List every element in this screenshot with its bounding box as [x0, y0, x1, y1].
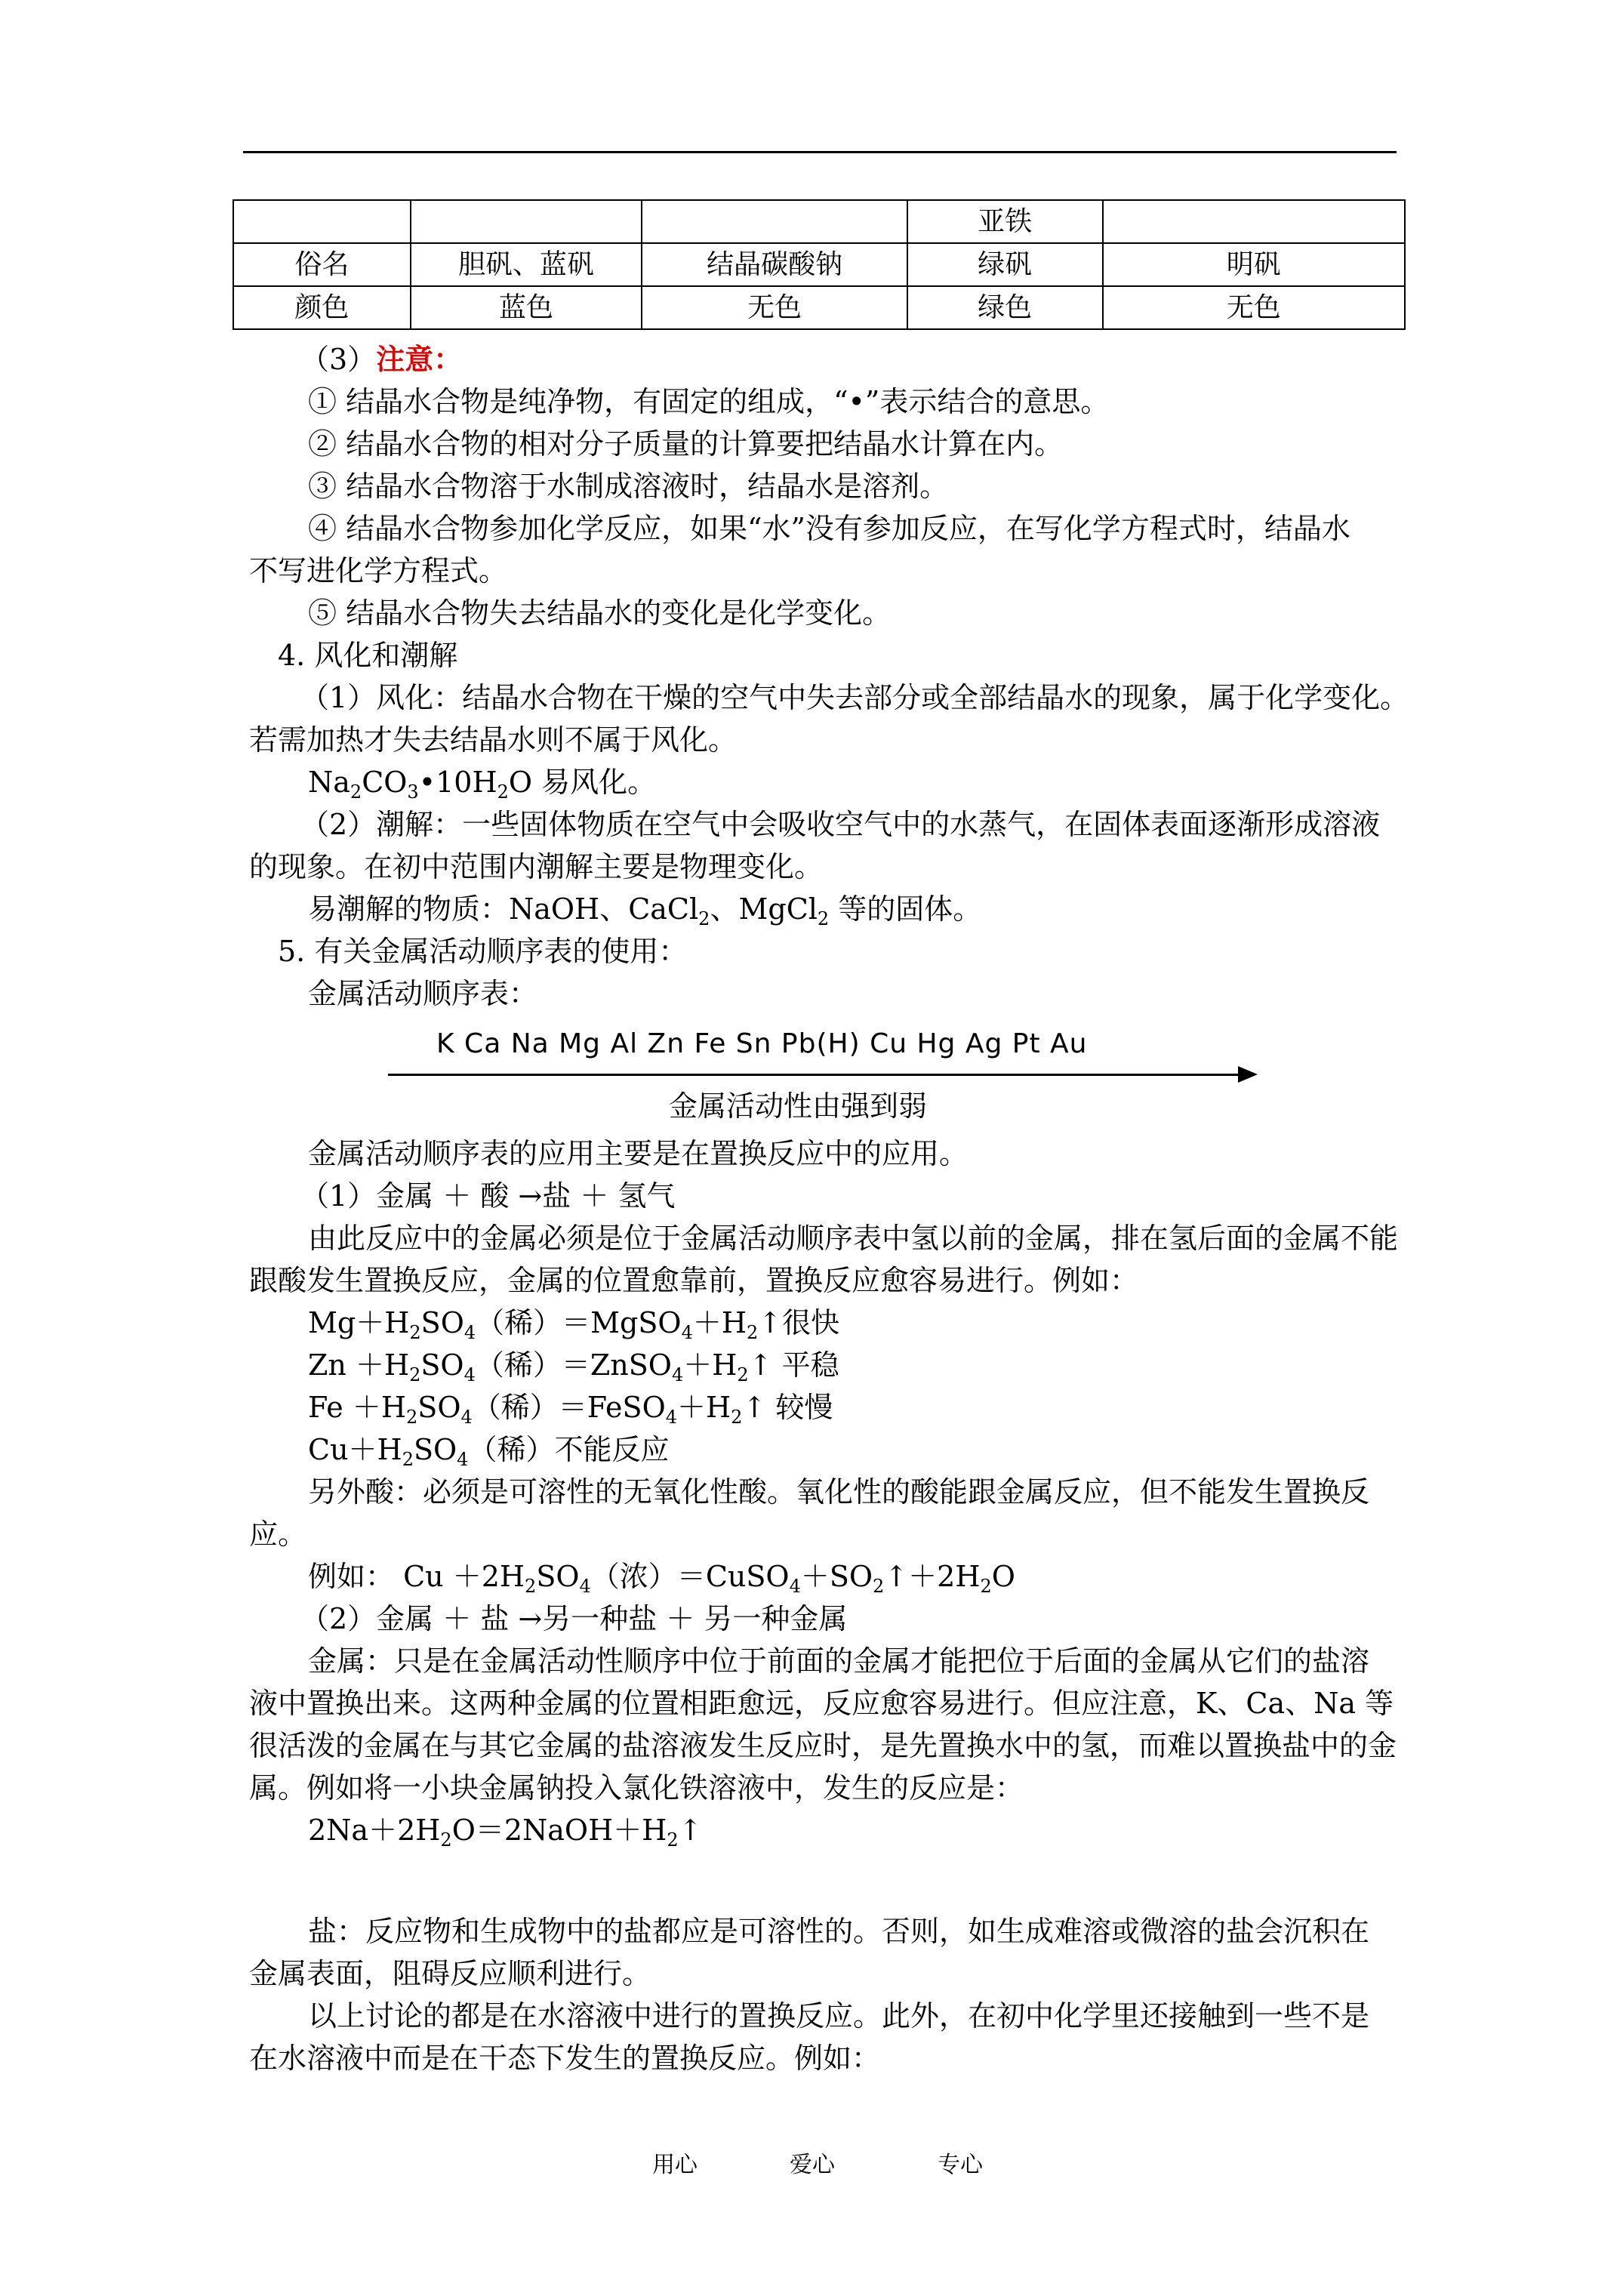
- footer-item: 爱心: [790, 2152, 835, 2178]
- paragraph-line: 金属活动顺序表的应用主要是在置换反应中的应用。: [308, 1137, 969, 1170]
- paragraph-line: 若需加热才失去结晶水则不属于风化。: [249, 723, 738, 757]
- examples-text: 、MgCl: [710, 892, 818, 926]
- note-item: 不写进化学方程式。: [249, 554, 508, 587]
- examples-text: 等的固体。: [838, 892, 982, 926]
- paragraph-line: 液中置换出来。这两种金属的位置相距愈远，反应愈容易进行。但应注意，K、Ca、Na 等: [249, 1687, 1394, 1720]
- table-cell: [1103, 200, 1405, 243]
- paragraph-line: （2）潮解：一些固体物质在空气中会吸收空气中的水蒸气，在固体表面逐渐形成溶液: [300, 808, 1381, 841]
- condition-text: （稀）: [476, 1306, 562, 1339]
- rule-line: （1）金属 ＋ 酸 →盐 ＋ 氢气: [300, 1179, 676, 1213]
- table-cell: [411, 200, 642, 243]
- metal-activity-series: K Ca Na Mg Al Zn Fe Sn Pb(H) Cu Hg Ag Pt Au: [436, 1028, 1088, 1059]
- table-cell: 无色: [642, 286, 907, 329]
- table-cell: 结晶碳酸钠: [642, 243, 907, 286]
- table-row: [233, 200, 1405, 243]
- paragraph-line: 盐：反应物和生成物中的盐都应是可溶性的。否则，如生成难溶或微溶的盐会沉积在: [308, 1915, 1370, 1948]
- paragraph-line: 在水溶液中而是在干态下发生的置换反应。例如：: [249, 2042, 881, 2075]
- footer-item: 专心: [938, 2152, 983, 2178]
- equation-line: $2Na+2H_2O=2NaOH+H_2↑$: [308, 1814, 703, 1851]
- note-item: ① 结晶水合物是纯净物，有固定的组成，“•”表示结合的意思。: [308, 385, 1110, 418]
- note-item: ② 结晶水合物的相对分子质量的计算要把结晶水计算在内。: [308, 427, 1064, 461]
- table-cell: 颜色: [233, 286, 411, 329]
- paragraph-line: 的现象。在初中范围内潮解主要是物理变化。: [249, 850, 824, 883]
- paragraph-line: 很活泼的金属在与其它金属的盐溶液发生反应时，是先置换水中的氢，而难以置换盐中的金: [249, 1729, 1397, 1762]
- table-cell: 胆矾、蓝矾: [411, 243, 642, 286]
- condition-text: （浓）: [590, 1560, 677, 1593]
- condition-text: （稀）: [468, 1433, 555, 1466]
- paragraph-line: 易潮解的物质：NaOH、CaCl$_2$、MgCl$_2$ 等的固体。: [308, 892, 982, 929]
- table-cell: 蓝色: [411, 286, 642, 329]
- equation-line: $Zn +H_2SO_4$（稀）$=ZnSO_4+H_2↑$ 平稳: [308, 1348, 839, 1385]
- rate-text: 平稳: [781, 1348, 839, 1382]
- rate-text: 不能反应: [554, 1433, 670, 1466]
- section-title: 5. 有关金属活动顺序表的使用：: [278, 935, 688, 968]
- paragraph-line: 金属：只是在金属活动性顺序中位于前面的金属才能把位于后面的金属从它们的盐溶: [308, 1644, 1370, 1678]
- paragraph-line: （1）风化：结晶水合物在干燥的空气中失去部分或全部结晶水的现象，属于化学变化。: [300, 681, 1409, 714]
- rule-line: （2）金属 ＋ 盐 →另一种盐 ＋ 另一种金属: [300, 1602, 848, 1635]
- example-label: 例如：: [308, 1560, 395, 1593]
- paragraph-line: 金属表面，阻碍反应顺利进行。: [249, 1957, 651, 1990]
- arrow-right-icon: [1238, 1066, 1258, 1083]
- notes-heading-text: 注意：: [376, 342, 463, 376]
- paragraph-line: 以上讨论的都是在水溶液中进行的置换反应。此外，在初中化学里还接触到一些不是: [308, 1999, 1370, 2032]
- notes-heading-number: （3）: [300, 343, 377, 376]
- examples-text: 易潮解的物质：NaOH、CaCl: [308, 892, 699, 926]
- footer-item: 用心: [652, 2152, 698, 2178]
- equation-line: $Cu+H_2SO_4$（稀）不能反应: [308, 1433, 670, 1470]
- table-cell: 明矾: [1103, 243, 1405, 286]
- paragraph-line: 金属活动顺序表：: [308, 977, 538, 1010]
- table-cell: [642, 200, 907, 243]
- condition-text: （稀）: [475, 1348, 562, 1382]
- paragraph-line: 由此反应中的金属必须是位于金属活动顺序表中氢以前的金属，排在氢后面的金属不能: [308, 1222, 1399, 1255]
- table-cell: 绿矾: [907, 243, 1103, 286]
- equation-line: $Fe +H_2SO_4$（稀）$=FeSO_4+H_2↑$ 较慢: [308, 1391, 833, 1428]
- table-cell: 俗名: [233, 243, 411, 286]
- activity-arrow-line: [388, 1074, 1241, 1076]
- note-item: ③ 结晶水合物溶于水制成溶液时，结晶水是溶剂。: [308, 470, 949, 503]
- header-rule: [243, 151, 1397, 153]
- table-cell: 无色: [1103, 286, 1405, 329]
- crystal-hydrate-table: [233, 199, 1406, 330]
- condition-text: （稀）: [472, 1391, 559, 1424]
- rate-text: 较慢: [775, 1391, 833, 1424]
- paragraph-line: 跟酸发生置换反应，金属的位置愈靠前，置换反应愈容易进行。例如：: [249, 1264, 1139, 1297]
- section-title: 4. 风化和潮解: [278, 639, 458, 672]
- activity-caption: 金属活动性由强到弱: [669, 1089, 928, 1123]
- formula-line: $Na_2CO_3•10H_2O$ 易风化。: [308, 766, 657, 803]
- note-item: ⑤ 结晶水合物失去结晶水的变化是化学变化。: [308, 596, 892, 630]
- paragraph-line: 另外酸：必须是可溶性的无氧化性酸。氧化性的酸能跟金属反应，但不能发生置换反: [308, 1475, 1370, 1509]
- table-row: [233, 243, 1405, 286]
- notes-heading: [300, 341, 462, 378]
- rate-text: 很快: [782, 1306, 840, 1339]
- equation-line: $Mg+H_2SO_4$（稀）$=MgSO_4+H_2↑$很快: [308, 1306, 840, 1343]
- paragraph-line: 属。例如将一小块金属钠投入氯化铁溶液中，发生的反应是：: [249, 1771, 1024, 1804]
- table-cell: [233, 200, 411, 243]
- table-row: [233, 286, 1405, 329]
- note-item: ④ 结晶水合物参加化学反应，如果“水”没有参加反应，在写化学方程式时，结晶水: [308, 512, 1350, 545]
- equation-line: 例如： $Cu +2H_2SO_4$（浓）$=CuSO_4+SO_2↑+2H_2O$: [308, 1560, 1015, 1597]
- table-cell: 亚铁: [907, 200, 1103, 243]
- formula-note: 易风化。: [541, 766, 657, 799]
- paragraph-line: 应。: [249, 1518, 307, 1551]
- table-cell: 绿色: [907, 286, 1103, 329]
